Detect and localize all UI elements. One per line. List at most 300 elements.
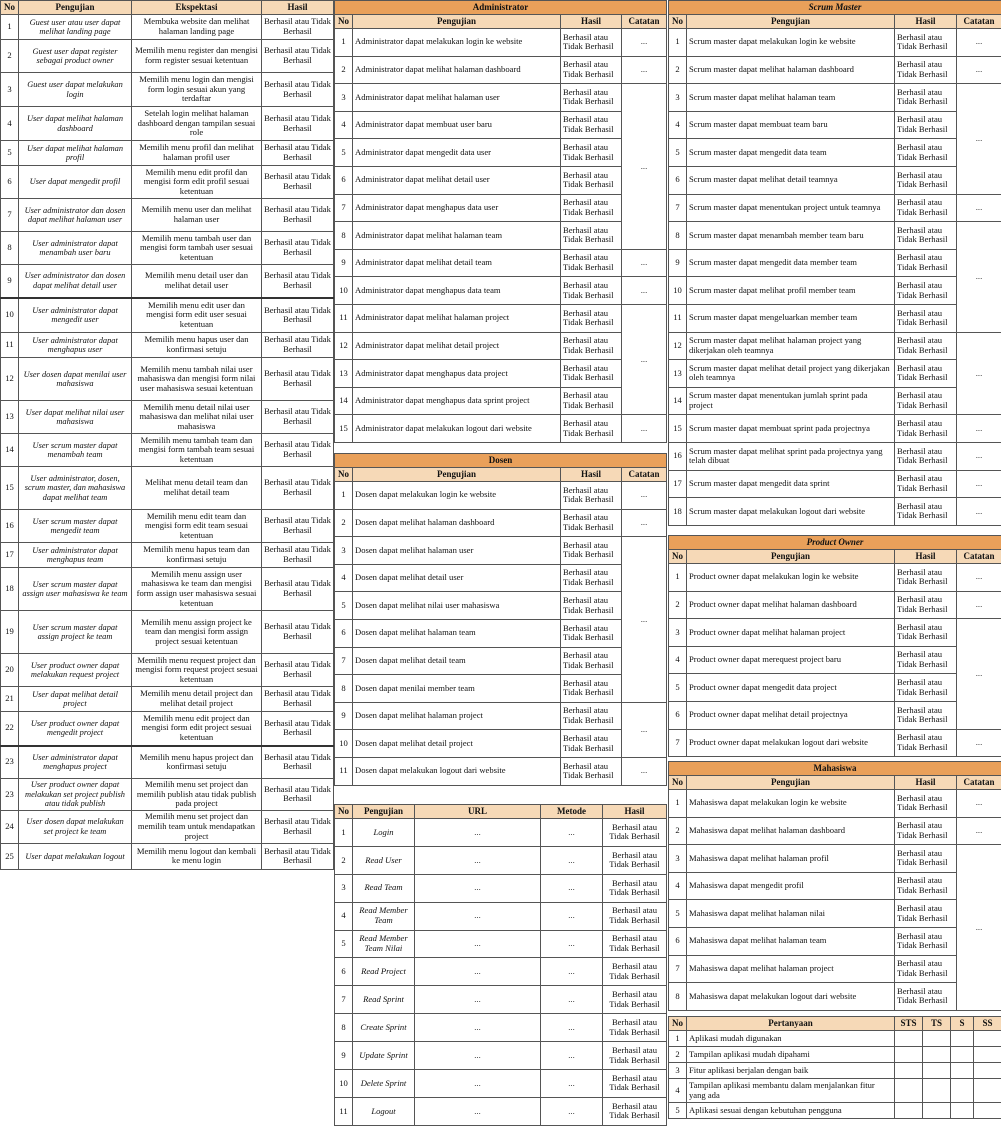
row-result: Berhasil atau Tidak Berhasil [561, 647, 622, 675]
table-row [335, 56, 667, 84]
row-test: Scrum master dapat membuat team baru [687, 111, 895, 139]
row-no: 14 [669, 387, 687, 415]
row-result: Berhasil atau Tidak Berhasil [262, 232, 334, 265]
row-test: User administrator, dosen, scrum master, dan mahasiswa dapat melihat team [19, 467, 132, 510]
row-test: Login [353, 819, 415, 847]
row-test: User product owner dapat melakukan request project [19, 654, 132, 687]
row-no: 13 [1, 401, 19, 434]
table-row [669, 498, 1001, 526]
row-method: ... [541, 1042, 603, 1070]
row-note: ... [957, 332, 1001, 415]
row-result: Berhasil atau Tidak Berhasil [262, 611, 334, 654]
row-expect: Memilih menu hapus project dan konfirmasi setuju [132, 746, 262, 779]
table-row [1, 467, 334, 510]
row-test: Mahasiswa dapat melakukan logout dari website [687, 983, 895, 1011]
row-url: ... [415, 958, 541, 986]
row-result: Berhasil atau Tidak Berhasil [561, 675, 622, 703]
row-result: Berhasil atau Tidak Berhasil [603, 874, 667, 902]
scrum-master-title: Scrum Master [669, 1, 1001, 15]
row-expect: Membuka website dan melihat halaman landing page [132, 15, 262, 40]
row-note: ... [622, 509, 667, 537]
row-no: 11 [335, 304, 353, 332]
row-result: Berhasil atau Tidak Berhasil [603, 1097, 667, 1125]
table-row [1, 199, 334, 232]
row-no: 7 [669, 729, 687, 757]
row-result: Berhasil atau Tidak Berhasil [561, 360, 622, 388]
row-no: 2 [669, 1047, 687, 1063]
product-owner-title: Product Owner [669, 536, 1001, 550]
row-no: 11 [335, 757, 353, 785]
row-note: ... [957, 564, 1001, 592]
row-result: Berhasil atau Tidak Berhasil [603, 930, 667, 958]
table-row [1, 654, 334, 687]
row-test: Scrum master dapat melakukan login ke website [687, 29, 895, 57]
table-row [669, 222, 1001, 250]
row-test: Administrator dapat melihat detail team [353, 249, 561, 277]
row-expect: Memilih menu edit user dan mengisi form edit user sesuai ketentuan [132, 298, 262, 333]
row-note: ... [957, 619, 1001, 729]
row-test: Scrum master dapat mengedit data team [687, 139, 895, 167]
row-no: 13 [335, 360, 353, 388]
api-header-metode: Metode [541, 805, 603, 819]
row-test: User administrator dapat mengedit user [19, 298, 132, 333]
row-question: Tampilan aplikasi mudah dipahami [687, 1047, 895, 1063]
table-row [1, 232, 334, 265]
testing-header [1, 1, 334, 15]
row-result: Berhasil atau Tidak Berhasil [561, 56, 622, 84]
product-owner-table [668, 535, 1001, 757]
row-no: 3 [335, 84, 353, 112]
table-row [669, 1079, 1001, 1103]
row-test: Scrum master dapat mengedit data member team [687, 249, 895, 277]
row-expect: Memilih menu hapus user dan konfirmasi setuju [132, 333, 262, 358]
table-row [669, 332, 1001, 360]
row-test: Administrator dapat menghapus data sprint project [353, 387, 561, 415]
row-result: Berhasil atau Tidak Berhasil [895, 729, 957, 757]
table-row [669, 646, 1001, 674]
row-no: 20 [1, 654, 19, 687]
row-score-cell [923, 1079, 951, 1103]
q-header-ts: TS [923, 1017, 951, 1031]
row-no: 25 [1, 843, 19, 869]
row-no: 2 [669, 56, 687, 84]
table-row [335, 592, 667, 620]
row-no: 10 [1, 298, 19, 333]
row-test: Mahasiswa dapat melihat halaman project [687, 955, 895, 983]
product-owner-rows [669, 564, 1001, 757]
row-method: ... [541, 1097, 603, 1125]
row-no: 7 [335, 986, 353, 1014]
table-row [335, 702, 667, 730]
row-expect: Memilih menu user dan melihat halaman user [132, 199, 262, 232]
row-test: User dapat melihat detail project [19, 687, 132, 712]
row-result: Berhasil atau Tidak Berhasil [561, 702, 622, 730]
row-score-cell [923, 1063, 951, 1079]
row-test: User scrum master dapat assign user mahasiswa ke team [19, 568, 132, 611]
administrator-title: Administrator [335, 1, 667, 15]
row-test: Dosen dapat melihat detail project [353, 730, 561, 758]
q-header-s: S [951, 1017, 974, 1031]
row-score-cell [974, 1063, 1001, 1079]
row-note: ... [957, 442, 1001, 470]
row-expect: Memilih menu tambah team dan mengisi form tambah team sesuai ketentuan [132, 434, 262, 467]
row-method: ... [541, 1014, 603, 1042]
row-test: Dosen dapat melakukan logout dari website [353, 757, 561, 785]
row-test: Dosen dapat melihat halaman team [353, 619, 561, 647]
dosen-header-hasil: Hasil [561, 468, 622, 482]
row-no: 23 [1, 779, 19, 811]
row-result: Berhasil atau Tidak Berhasil [561, 84, 622, 112]
table-row [1, 107, 334, 141]
api-header-pengujian: Pengujian [353, 805, 415, 819]
row-no: 18 [669, 498, 687, 526]
table-row [669, 729, 1001, 757]
row-result: Berhasil atau Tidak Berhasil [561, 249, 622, 277]
table-row [1, 779, 334, 811]
row-test: Read Project [353, 958, 415, 986]
table-row [669, 701, 1001, 729]
row-test: User product owner dapat melakukan set project publish atau tidak publish [19, 779, 132, 811]
row-test: Administrator dapat mengedit data user [353, 139, 561, 167]
row-test: User administrator dapat menghapus project [19, 746, 132, 779]
table-row [669, 29, 1001, 57]
dosen-header-pengujian: Pengujian [353, 468, 561, 482]
table-row [335, 1014, 667, 1042]
row-test: Scrum master dapat melihat halaman team [687, 84, 895, 112]
row-expect: Memilih menu tambah user dan mengisi form tambah user sesuai ketentuan [132, 232, 262, 265]
dosen-header-no: No [335, 468, 353, 482]
row-test: Read Member Team Nilai [353, 930, 415, 958]
table-row [1, 434, 334, 467]
row-result: Berhasil atau Tidak Berhasil [262, 141, 334, 166]
table-row [335, 619, 667, 647]
po-header-no: No [669, 550, 687, 564]
row-note: ... [957, 470, 1001, 498]
table-row [335, 482, 667, 510]
row-result: Berhasil atau Tidak Berhasil [262, 265, 334, 298]
row-note: ... [957, 729, 1001, 757]
row-test: Administrator dapat melakukan login ke website [353, 29, 561, 57]
row-test: Scrum master dapat melihat halaman project yang dikerjakan oleh teamnya [687, 332, 895, 360]
row-score-cell [895, 1031, 923, 1047]
row-no: 5 [669, 900, 687, 928]
row-test: Product owner dapat melakukan login ke website [687, 564, 895, 592]
row-test: Mahasiswa dapat melihat halaman profil [687, 845, 895, 873]
table-row [335, 111, 667, 139]
row-result: Berhasil atau Tidak Berhasil [895, 277, 957, 305]
table-row [669, 927, 1001, 955]
api-testing-table [334, 804, 667, 1126]
row-no: 18 [1, 568, 19, 611]
row-url: ... [415, 1070, 541, 1098]
row-test: Scrum master dapat mengeluarkan member team [687, 304, 895, 332]
table-row [1, 15, 334, 40]
table-row [335, 415, 667, 443]
row-test: User dapat melihat halaman dashboard [19, 107, 132, 141]
row-test: Administrator dapat melihat detail project [353, 332, 561, 360]
row-test: Administrator dapat melihat halaman dashboard [353, 56, 561, 84]
scrum-master-rows [669, 29, 1001, 526]
row-no: 24 [1, 810, 19, 843]
row-result: Berhasil atau Tidak Berhasil [895, 900, 957, 928]
table-row [669, 111, 1001, 139]
mhs-header-catatan: Catatan [957, 776, 1001, 790]
row-expect: Memilih menu logout dan kembali ke menu login [132, 843, 262, 869]
row-result: Berhasil atau Tidak Berhasil [561, 564, 622, 592]
row-test: User dapat melihat nilai user mahasiswa [19, 401, 132, 434]
table-row [335, 139, 667, 167]
row-test: Mahasiswa dapat melakukan login ke website [687, 790, 895, 818]
sm-header-pengujian: Pengujian [687, 15, 895, 29]
row-result: Berhasil atau Tidak Berhasil [561, 277, 622, 305]
row-test: Scrum master dapat melihat detail project yang dikerjakan oleh teamnya [687, 360, 895, 388]
table-row [335, 222, 667, 250]
table-row [1, 73, 334, 107]
row-result: Berhasil atau Tidak Berhasil [895, 360, 957, 388]
row-test: Product owner dapat melihat halaman project [687, 619, 895, 647]
table-row [669, 674, 1001, 702]
table-row [335, 930, 667, 958]
row-question: Aplikasi sesuai dengan kebutuhan pengguna [687, 1103, 895, 1119]
table-row [1, 611, 334, 654]
row-expect: Memilih menu login dan mengisi form login sesuai akun yang terdaftar [132, 73, 262, 107]
questionnaire-table [668, 1016, 1001, 1119]
row-note: ... [622, 415, 667, 443]
row-expect: Memilih menu hapus team dan konfirmasi setuju [132, 543, 262, 568]
row-no: 10 [335, 277, 353, 305]
row-result: Berhasil atau Tidak Berhasil [561, 619, 622, 647]
row-result: Berhasil atau Tidak Berhasil [561, 415, 622, 443]
row-score-cell [951, 1063, 974, 1079]
table-row [669, 619, 1001, 647]
row-result: Berhasil atau Tidak Berhasil [262, 333, 334, 358]
table-row [1, 265, 334, 298]
row-result: Berhasil atau Tidak Berhasil [262, 467, 334, 510]
row-score-cell [974, 1047, 1001, 1063]
mhs-header-pengujian: Pengujian [687, 776, 895, 790]
row-result: Berhasil atau Tidak Berhasil [262, 543, 334, 568]
row-no: 19 [1, 611, 19, 654]
table-row [335, 304, 667, 332]
row-no: 12 [1, 358, 19, 401]
row-no: 14 [1, 434, 19, 467]
table-row [335, 564, 667, 592]
row-no: 2 [669, 817, 687, 845]
row-no: 3 [669, 845, 687, 873]
row-no: 16 [669, 442, 687, 470]
row-result: Berhasil atau Tidak Berhasil [561, 332, 622, 360]
row-no: 1 [669, 1031, 687, 1047]
row-result: Berhasil atau Tidak Berhasil [895, 84, 957, 112]
row-score-cell [923, 1031, 951, 1047]
table-row [669, 442, 1001, 470]
row-expect: Memilih menu detail user dan melihat detail user [132, 265, 262, 298]
row-result: Berhasil atau Tidak Berhasil [262, 199, 334, 232]
row-expect: Memilih menu edit profil dan mengisi form edit profil sesuai ketentuan [132, 166, 262, 199]
row-no: 2 [335, 846, 353, 874]
row-test: Administrator dapat melihat halaman user [353, 84, 561, 112]
row-no: 10 [335, 730, 353, 758]
row-test: Delete Sprint [353, 1070, 415, 1098]
row-result: Berhasil atau Tidak Berhasil [262, 15, 334, 40]
table-row [669, 591, 1001, 619]
row-no: 5 [335, 139, 353, 167]
row-test: Administrator dapat menghapus data team [353, 277, 561, 305]
row-note: ... [622, 537, 667, 703]
row-method: ... [541, 986, 603, 1014]
testing-rows [1, 15, 334, 870]
table-row [1, 843, 334, 869]
row-test: Read Team [353, 874, 415, 902]
row-test: Guest user atau user dapat melihat landing page [19, 15, 132, 40]
row-test: User scrum master dapat menambah team [19, 434, 132, 467]
row-test: Administrator dapat melakukan logout dari website [353, 415, 561, 443]
row-note: ... [622, 304, 667, 414]
row-result: Berhasil atau Tidak Berhasil [262, 401, 334, 434]
row-test: Read Member Team [353, 902, 415, 930]
row-result: Berhasil atau Tidak Berhasil [262, 166, 334, 199]
admin-header-no: No [335, 15, 353, 29]
row-no: 8 [1, 232, 19, 265]
row-method: ... [541, 1070, 603, 1098]
row-question: Tampilan aplikasi membantu dalam menjalankan fitur yang ada [687, 1079, 895, 1103]
row-expect: Memilih menu request project dan mengisi form request project sesuai ketentuan [132, 654, 262, 687]
row-note: ... [957, 29, 1001, 57]
row-test: Administrator dapat menghapus data project [353, 360, 561, 388]
row-score-cell [951, 1031, 974, 1047]
row-result: Berhasil atau Tidak Berhasil [895, 817, 957, 845]
row-no: 6 [335, 166, 353, 194]
row-no: 1 [335, 29, 353, 57]
row-result: Berhasil atau Tidak Berhasil [895, 29, 957, 57]
row-test: User dapat melakukan logout [19, 843, 132, 869]
row-result: Berhasil atau Tidak Berhasil [262, 810, 334, 843]
row-result: Berhasil atau Tidak Berhasil [262, 779, 334, 811]
table-row [669, 139, 1001, 167]
row-no: 1 [669, 564, 687, 592]
api-header-url: URL [415, 805, 541, 819]
row-result: Berhasil atau Tidak Berhasil [603, 902, 667, 930]
row-score-cell [895, 1079, 923, 1103]
table-row [669, 56, 1001, 84]
row-no: 17 [669, 470, 687, 498]
row-expect: Memilih menu edit team dan mengisi form edit team sesuai ketentuan [132, 510, 262, 543]
table-row [669, 249, 1001, 277]
row-no: 1 [669, 790, 687, 818]
row-test: Update Sprint [353, 1042, 415, 1070]
row-result: Berhasil atau Tidak Berhasil [895, 194, 957, 222]
row-test: Administrator dapat melihat detail user [353, 166, 561, 194]
row-result: Berhasil atau Tidak Berhasil [262, 568, 334, 611]
row-test: User administrator dan dosen dapat melihat halaman user [19, 199, 132, 232]
row-test: Mahasiswa dapat melihat halaman dashboard [687, 817, 895, 845]
table-row [669, 84, 1001, 112]
row-result: Berhasil atau Tidak Berhasil [895, 498, 957, 526]
row-test: Mahasiswa dapat melihat halaman team [687, 927, 895, 955]
questionnaire-rows [669, 1031, 1001, 1119]
table-row [1, 358, 334, 401]
row-result: Berhasil atau Tidak Berhasil [895, 166, 957, 194]
row-result: Berhasil atau Tidak Berhasil [603, 846, 667, 874]
row-no: 12 [669, 332, 687, 360]
table-row [669, 1103, 1001, 1119]
row-result: Berhasil atau Tidak Berhasil [895, 222, 957, 250]
row-test: Scrum master dapat membuat sprint pada projectnya [687, 415, 895, 443]
row-no: 9 [335, 249, 353, 277]
row-result: Berhasil atau Tidak Berhasil [895, 955, 957, 983]
row-test: Scrum master dapat menentukan project untuk teamnya [687, 194, 895, 222]
row-note: ... [957, 817, 1001, 845]
row-test: Read User [353, 846, 415, 874]
row-test: Dosen dapat melihat nilai user mahasiswa [353, 592, 561, 620]
row-result: Berhasil atau Tidak Berhasil [895, 591, 957, 619]
row-test: Scrum master dapat melakukan logout dari website [687, 498, 895, 526]
table-row [335, 509, 667, 537]
row-test: Scrum master dapat mengedit data sprint [687, 470, 895, 498]
row-no: 14 [335, 387, 353, 415]
row-no: 4 [335, 111, 353, 139]
row-test: Administrator dapat melihat halaman team [353, 222, 561, 250]
row-test: Scrum master dapat melihat profil member team [687, 277, 895, 305]
row-test: Product owner dapat melihat halaman dashboard [687, 591, 895, 619]
row-note: ... [957, 56, 1001, 84]
table-row [1, 568, 334, 611]
row-result: Berhasil atau Tidak Berhasil [262, 510, 334, 543]
row-result: Berhasil atau Tidak Berhasil [561, 537, 622, 565]
row-no: 17 [1, 543, 19, 568]
table-row [669, 845, 1001, 873]
table-row [335, 387, 667, 415]
header-ekspektasi: Ekspektasi [132, 1, 262, 15]
row-no: 5 [1, 141, 19, 166]
row-test: User dapat melihat halaman profil [19, 141, 132, 166]
row-result: Berhasil atau Tidak Berhasil [561, 29, 622, 57]
table-row [1, 298, 334, 333]
row-no: 4 [335, 902, 353, 930]
row-test: Administrator dapat membuat user baru [353, 111, 561, 139]
row-score-cell [951, 1103, 974, 1119]
row-url: ... [415, 1097, 541, 1125]
dosen-table [334, 453, 667, 786]
row-result: Berhasil atau Tidak Berhasil [262, 654, 334, 687]
table-row [1, 543, 334, 568]
row-no: 15 [335, 415, 353, 443]
row-result: Berhasil atau Tidak Berhasil [895, 872, 957, 900]
row-result: Berhasil atau Tidak Berhasil [895, 304, 957, 332]
table-row [669, 304, 1001, 332]
table-row [335, 675, 667, 703]
table-row [1, 401, 334, 434]
sm-header-no: No [669, 15, 687, 29]
row-no: 16 [1, 510, 19, 543]
row-no: 3 [1, 73, 19, 107]
row-url: ... [415, 846, 541, 874]
row-no: 7 [335, 647, 353, 675]
row-expect: Memilih menu assign project ke team dan mengisi form assign project sesuai ketentuan [132, 611, 262, 654]
row-test: Scrum master dapat melihat sprint pada projectnya yang telah dibuat [687, 442, 895, 470]
row-result: Berhasil atau Tidak Berhasil [603, 986, 667, 1014]
row-test: Scrum master dapat menentukan jumlah sprint pada project [687, 387, 895, 415]
row-no: 9 [669, 249, 687, 277]
table-row [1, 141, 334, 166]
table-row [669, 900, 1001, 928]
sm-header-hasil: Hasil [895, 15, 957, 29]
row-no: 7 [335, 194, 353, 222]
row-result: Berhasil atau Tidak Berhasil [561, 194, 622, 222]
row-test: User administrator dan dosen dapat melihat detail user [19, 265, 132, 298]
table-row [335, 986, 667, 1014]
row-test: User administrator dapat menambah user baru [19, 232, 132, 265]
